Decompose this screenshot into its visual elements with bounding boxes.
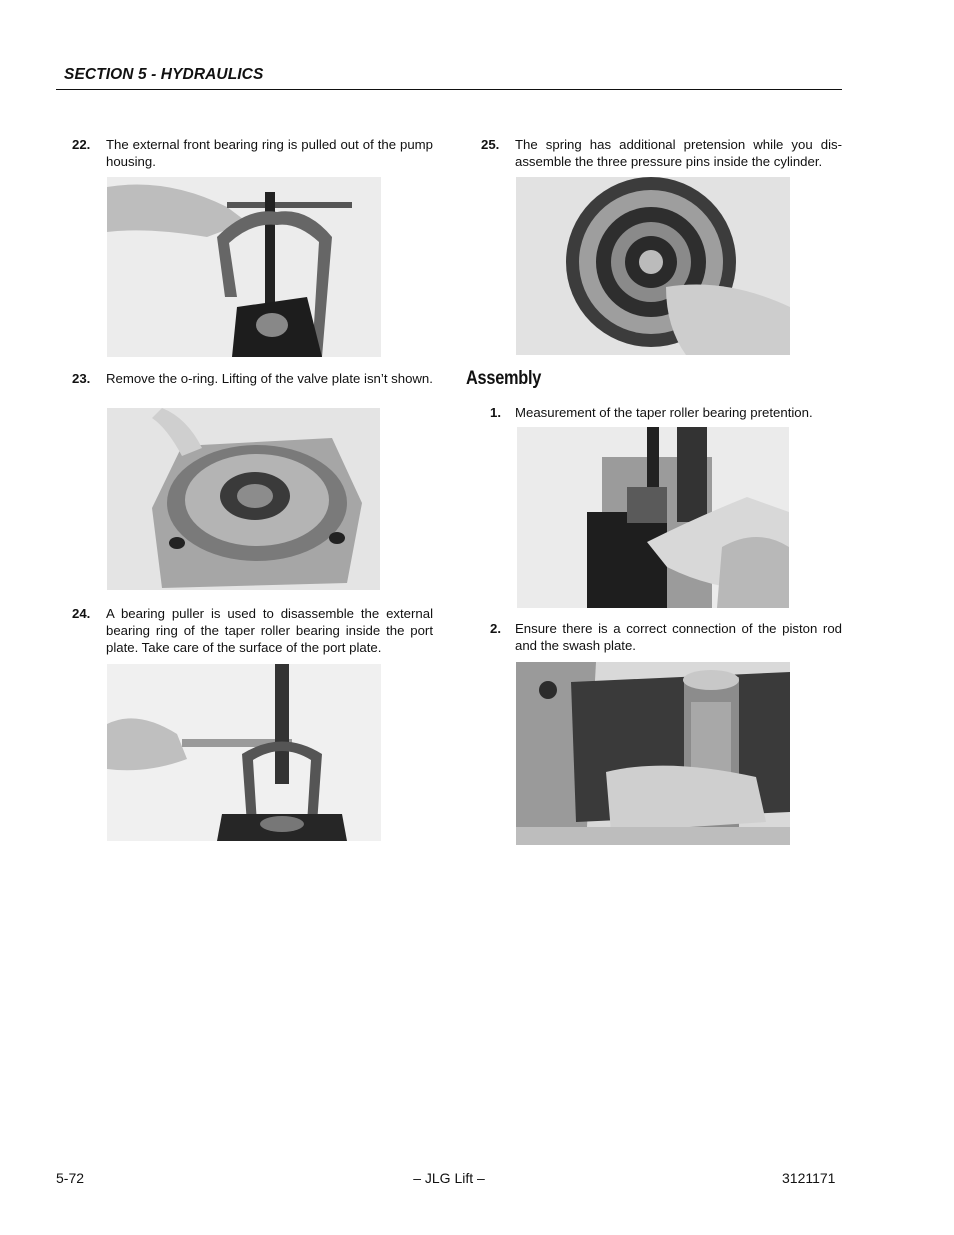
step-22 (72, 136, 433, 172)
document-number: 3121171 (782, 1170, 836, 1186)
step-text: The spring has additional pretension while you dis-assemble the three pressure pins inside the cylinder. (515, 137, 842, 169)
step-text: Remove the o-ring. Lifting of the valve plate isn’t shown. (106, 371, 433, 386)
assembly-heading: Assembly (466, 368, 542, 389)
header-rule (56, 89, 842, 90)
step-23 (72, 370, 433, 406)
assembly-step-1 (490, 404, 842, 422)
step-number: 2. (490, 621, 501, 636)
step-25 (481, 136, 842, 172)
photo-bearing-pretention-measurement (517, 427, 789, 608)
section-header: SECTION 5 - HYDRAULICS (64, 66, 264, 83)
photo-piston-swash-plate (516, 662, 790, 845)
step-number: 23. (72, 371, 91, 386)
step-number: 24. (72, 606, 91, 621)
footer-center-title: – JLG Lift – (413, 1170, 485, 1186)
page-number: 5-72 (56, 1170, 85, 1186)
step-number: 25. (481, 137, 500, 152)
step-text: A bearing puller is used to disassemble the external bearing ring of the taper roller bearing inside the port plate. Take care of the surface of the port plate. (106, 606, 433, 655)
assembly-step-2 (490, 620, 842, 656)
step-number: 22. (72, 137, 91, 152)
step-text: Ensure there is a correct connection of the piston rod and the swash plate. (515, 621, 842, 653)
photo-bearing-ring-puller (107, 177, 381, 357)
photo-port-plate-puller (107, 664, 381, 841)
step-text: Measurement of the taper roller bearing pretention. (515, 405, 813, 420)
photo-valve-plate-oring (107, 408, 380, 590)
step-text: The external front bearing ring is pulled out of the pump housing. (106, 137, 433, 169)
photo-cylinder-pressure-pins (516, 177, 790, 355)
step-number: 1. (490, 405, 501, 420)
step-24 (72, 605, 433, 659)
